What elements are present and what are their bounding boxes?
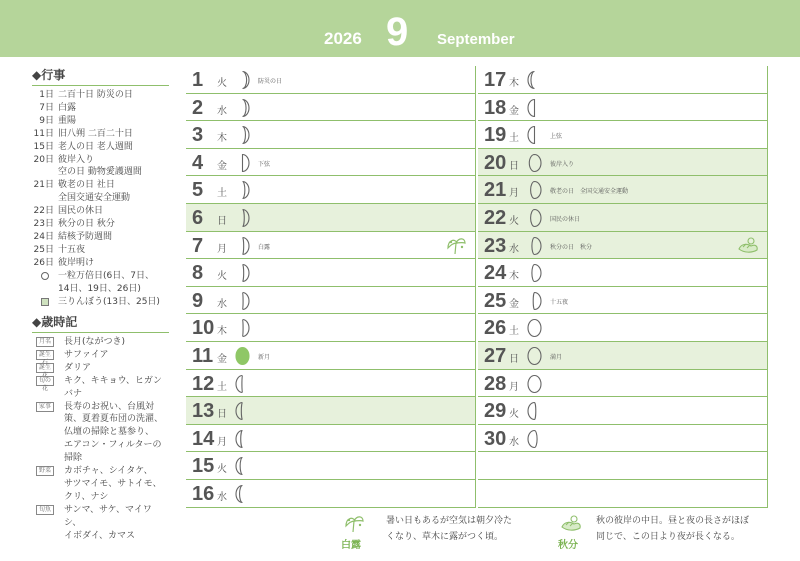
saijiki-tag: 旬の花: [36, 376, 54, 386]
day-row: [478, 287, 768, 315]
day-row: [478, 342, 768, 370]
hakuro-illustration: [343, 512, 365, 534]
event-text: 彼岸明け: [58, 257, 95, 268]
weekday: 土: [509, 133, 519, 145]
month-number: 9: [386, 10, 409, 54]
weekday: 土: [217, 381, 227, 393]
event-text: 二百十日 防災の日: [58, 90, 133, 100]
day-number: 7: [192, 234, 204, 257]
saijiki-row: [32, 478, 169, 491]
event-row: [32, 218, 169, 231]
event-row: [32, 115, 169, 128]
day-note: 下弦: [258, 160, 271, 168]
saijiki-row: [32, 336, 169, 349]
moon-phase-icon: [234, 180, 251, 200]
day-number: 15: [192, 455, 215, 478]
saijiki-text: サツマイモ、サトイモ、: [64, 478, 162, 489]
moon-phase-icon: [526, 70, 543, 90]
weekday: 土: [217, 188, 227, 200]
legend-text: 14日、19日、26日): [58, 283, 141, 294]
event-row: [32, 154, 169, 167]
weekday: 水: [217, 298, 227, 310]
moon-phase-icon: [234, 374, 251, 394]
event-day: 25日: [33, 244, 54, 255]
saijiki-row: [32, 349, 169, 366]
moon-phase-icon: [234, 291, 251, 311]
event-day: 1日: [39, 90, 54, 100]
saijiki-text: エアコン・フィルターの: [64, 440, 162, 451]
moon-phase-icon: [234, 125, 251, 145]
day-number: 23: [484, 234, 507, 257]
saijiki-text: クリ、ナシ: [64, 491, 109, 502]
saijiki-row: [32, 401, 169, 414]
day-number: 24: [484, 262, 507, 285]
event-text: 重陽: [58, 115, 77, 126]
legend-symbol: [32, 283, 58, 296]
moon-phase-icon: [234, 346, 251, 366]
day-row: [186, 232, 476, 260]
day-row: [478, 314, 768, 342]
shubun-illustration: [737, 234, 759, 256]
legend-symbol: [32, 296, 58, 309]
saijiki-section: [32, 313, 169, 543]
legend-symbol: [32, 270, 58, 283]
shubun-icon: [560, 512, 582, 534]
day-number: 5: [192, 179, 204, 202]
weekday: 水: [509, 436, 519, 448]
saijiki-row: [32, 504, 169, 530]
day-row: [186, 425, 476, 453]
day-row: [186, 149, 476, 177]
event-text: 結核予防週間: [58, 231, 113, 242]
day-number: 28: [484, 372, 507, 395]
saijiki-row: [32, 465, 169, 478]
weekday: 火: [509, 409, 519, 421]
legend-text: 一粒万倍日(6日、7日、: [58, 270, 154, 281]
day-row: [478, 425, 768, 453]
day-row: [186, 480, 476, 508]
event-row: [32, 257, 169, 270]
moon-phase-icon: [234, 236, 251, 256]
day-note: 満月: [550, 353, 563, 361]
day-row: [478, 66, 768, 94]
weekday: 木: [509, 271, 519, 283]
saijiki-text: サンマ、サケ、マイワシ、: [64, 504, 152, 528]
hakuro-icon: [343, 512, 365, 534]
day-number: 22: [484, 206, 507, 229]
days-column-left: [186, 66, 476, 508]
day-row: [186, 176, 476, 204]
weekday: 木: [509, 78, 519, 89]
moon-phase-icon: [526, 318, 543, 338]
event-text: 空の日 動物愛護週間: [58, 167, 142, 178]
saijiki-text: キク、キキョウ、ヒガン: [64, 375, 162, 386]
event-row: [32, 141, 169, 154]
event-row: [32, 89, 169, 102]
day-number: 18: [484, 96, 507, 119]
day-number: 9: [192, 289, 204, 312]
legend-row: [32, 270, 169, 283]
saijiki-row: [32, 452, 169, 465]
event-row: [32, 205, 169, 218]
moon-phase-icon: [234, 263, 251, 283]
event-row: [32, 166, 169, 179]
moon-phase-icon: [234, 153, 251, 173]
saijiki-text: イボダイ、カマス: [64, 530, 136, 541]
shubun-icon: [737, 234, 759, 256]
event-day: [32, 192, 58, 205]
weekday: 土: [509, 326, 519, 338]
day-number: 3: [192, 124, 204, 147]
event-text: 秋分の日 秋分: [58, 219, 115, 230]
event-text: 彼岸入り: [58, 154, 95, 165]
day-row: [478, 121, 768, 149]
day-number: 25: [484, 289, 507, 312]
day-row: [186, 94, 476, 122]
moon-phase-icon: [234, 429, 251, 449]
moon-phase-icon: [234, 70, 251, 90]
days-column-right: [478, 66, 768, 508]
day-number: 11: [192, 344, 214, 367]
legend-list: [32, 270, 169, 309]
day-number: 12: [192, 372, 215, 395]
event-day: 22日: [33, 206, 54, 217]
moon-phase-icon: [526, 429, 543, 449]
saijiki-tag: 家事: [36, 402, 54, 412]
day-note: 新月: [258, 353, 271, 361]
event-row: [32, 192, 169, 205]
weekday: 月: [217, 243, 227, 255]
footer-label: 白露: [341, 540, 361, 551]
moon-phase-icon: [234, 456, 251, 476]
moon-phase-icon: [526, 346, 543, 366]
footer-text: 同じで、この日より夜が長くなる。: [596, 532, 740, 542]
moon-phase-icon: [234, 98, 251, 118]
weekday: 金: [217, 353, 227, 365]
event-text: 白露: [58, 102, 77, 113]
weekday: 金: [217, 160, 227, 172]
day-note: 彼岸入り: [550, 160, 575, 168]
day-number: 27: [484, 344, 507, 367]
saijiki-row: [32, 388, 169, 401]
event-day: 7日: [39, 102, 54, 113]
day-row: [478, 259, 768, 287]
weekday: 水: [509, 243, 519, 255]
saijiki-row: [32, 530, 169, 543]
event-row: [32, 128, 169, 141]
saijiki-tag: 野菜: [36, 466, 54, 476]
day-number: 16: [192, 482, 215, 505]
saijiki-text: サファイア: [64, 349, 109, 360]
event-day: 15日: [33, 141, 54, 152]
weekday: 水: [217, 105, 227, 117]
day-row: [186, 342, 476, 370]
day-number: 14: [192, 427, 215, 450]
year-label: 2026: [324, 29, 362, 48]
footer-text: 暑い日もあるが空気は朝夕冷た: [386, 516, 513, 526]
weekday: 木: [217, 133, 227, 145]
event-day: [32, 166, 58, 179]
saijiki-tag: 月名: [36, 337, 54, 347]
weekday: 火: [509, 215, 519, 227]
weekday: 木: [217, 326, 227, 338]
saijiki-title: ◆歳時記: [32, 313, 169, 333]
weekday: 日: [217, 215, 227, 227]
event-text: 老人の日 老人週間: [58, 141, 133, 152]
weekday: 日: [509, 160, 519, 172]
events-title: ◆行事: [32, 66, 169, 86]
legend-row: [32, 283, 169, 296]
day-number: 30: [484, 427, 507, 450]
weekday: 火: [217, 464, 227, 476]
day-number: 8: [192, 262, 204, 285]
event-row: [32, 231, 169, 244]
saijiki-tag: 誕生石: [36, 350, 54, 360]
saijiki-row: [32, 439, 169, 452]
moon-phase-icon: [526, 291, 543, 311]
event-day: 9日: [39, 115, 54, 126]
day-row: [478, 176, 768, 204]
saijiki-text: バナ: [64, 388, 83, 399]
moon-phase-icon: [526, 236, 543, 256]
event-text: 敬老の日 社日: [58, 180, 115, 191]
weekday: 月: [509, 188, 519, 200]
day-row: [186, 121, 476, 149]
weekday: 火: [217, 271, 227, 283]
day-row: [186, 397, 476, 425]
day-note: 上弦: [550, 133, 563, 141]
day-row: [186, 314, 476, 342]
saijiki-row: [32, 491, 169, 504]
day-number: 13: [192, 400, 215, 423]
legend-row: [32, 296, 169, 309]
day-note: 白露: [258, 243, 271, 251]
weekday: 月: [509, 381, 519, 393]
hakuro-illustration: [445, 234, 467, 256]
day-row: [478, 149, 768, 177]
footer-text: 秋の彼岸の中日。昼と夜の長さがほぼ: [596, 516, 750, 526]
event-row: [32, 179, 169, 192]
event-row: [32, 244, 169, 257]
day-row: [478, 370, 768, 398]
moon-phase-icon: [234, 208, 251, 228]
event-day: 20日: [33, 154, 54, 165]
moon-phase-icon: [526, 125, 543, 145]
moon-phase-icon: [234, 484, 251, 504]
day-note: 防災の日: [258, 78, 283, 85]
saijiki-row: [32, 426, 169, 439]
moon-phase-icon: [526, 374, 543, 394]
day-row: [478, 94, 768, 122]
day-row: [478, 397, 768, 425]
saijiki-text: 長寿のお祝い、台風対: [64, 401, 155, 412]
footer-text: くなり、草木に露がつく頃。: [386, 532, 504, 542]
day-number: 1: [192, 69, 204, 91]
empty-row: [478, 480, 768, 508]
weekday: 金: [509, 298, 519, 310]
sanrinbo-square-icon: [41, 298, 49, 306]
day-number: 10: [192, 317, 215, 340]
day-row: [478, 204, 768, 232]
moon-phase-icon: [526, 263, 543, 283]
day-row: [186, 287, 476, 315]
empty-row: [478, 452, 768, 480]
day-number: 20: [484, 151, 507, 174]
day-number: 21: [484, 179, 507, 202]
event-text: 全国交通安全運動: [58, 193, 131, 204]
event-text: 旧八朔 二百二十日: [58, 128, 133, 139]
weekday: 水: [217, 491, 227, 503]
saijiki-text: 掃除: [64, 453, 83, 464]
event-text: 十五夜: [58, 244, 86, 255]
day-number: 19: [484, 124, 507, 147]
day-number: 2: [192, 96, 204, 119]
day-note: 敬老の日 全国交通安全運動: [550, 188, 629, 196]
moon-phase-icon: [234, 318, 251, 338]
weekday: 金: [509, 105, 519, 117]
day-note: 十五夜: [550, 298, 569, 306]
moon-phase-icon: [526, 98, 543, 118]
saijiki-list: [32, 336, 169, 543]
event-row: [32, 102, 169, 115]
event-text: 国民の休日: [58, 206, 104, 217]
saijiki-row: [32, 413, 169, 426]
day-note: 国民の休日: [550, 215, 581, 223]
saijiki-text: 策、夏着夏布団の洗濯、: [64, 414, 164, 425]
saijiki-text: 仏壇の掃除と墓参り、: [64, 427, 155, 438]
ichiryu-circle-icon: [41, 272, 49, 280]
day-row: [186, 370, 476, 398]
event-day: 21日: [33, 180, 54, 191]
day-number: 6: [192, 206, 204, 229]
saijiki-row: [32, 375, 169, 392]
event-day: 23日: [33, 219, 54, 230]
saijiki-text: ダリア: [64, 362, 92, 373]
saijiki-text: カボチャ、シイタケ、: [64, 466, 153, 477]
hakuro-icon: [445, 234, 467, 256]
footer-label: 秋分: [558, 540, 578, 551]
moon-phase-icon: [526, 153, 543, 173]
legend-text: 三りんぼう(13日、25日): [58, 296, 160, 307]
day-note: 秋分の日 秋分: [550, 243, 593, 251]
day-row: [186, 259, 476, 287]
saijiki-row: [32, 362, 169, 379]
day-row: [186, 452, 476, 480]
saijiki-text: 長月(ながつき): [64, 337, 126, 347]
event-day: 24日: [33, 231, 54, 242]
saijiki-tag: 旬魚: [36, 505, 54, 515]
day-number: 26: [484, 317, 507, 340]
month-name: September: [437, 31, 515, 48]
day-row: [186, 66, 476, 94]
weekday: 日: [509, 353, 519, 365]
events-list: [32, 89, 169, 270]
day-row: [186, 204, 476, 232]
event-day: 11日: [33, 128, 54, 139]
weekday: 日: [217, 409, 227, 421]
saijiki-tag: 誕生花: [36, 363, 54, 373]
weekday: 月: [217, 436, 227, 448]
moon-phase-icon: [526, 208, 543, 228]
weekday: 火: [217, 78, 227, 89]
day-number: 4: [192, 151, 204, 174]
moon-phase-icon: [526, 180, 543, 200]
day-number: 17: [484, 69, 507, 91]
events-section: [32, 66, 169, 308]
moon-phase-icon: [526, 401, 543, 421]
day-number: 29: [484, 400, 507, 423]
shubun-illustration: [560, 512, 582, 534]
day-row: [478, 232, 768, 260]
moon-phase-icon: [234, 401, 251, 421]
event-day: 26日: [33, 257, 54, 268]
